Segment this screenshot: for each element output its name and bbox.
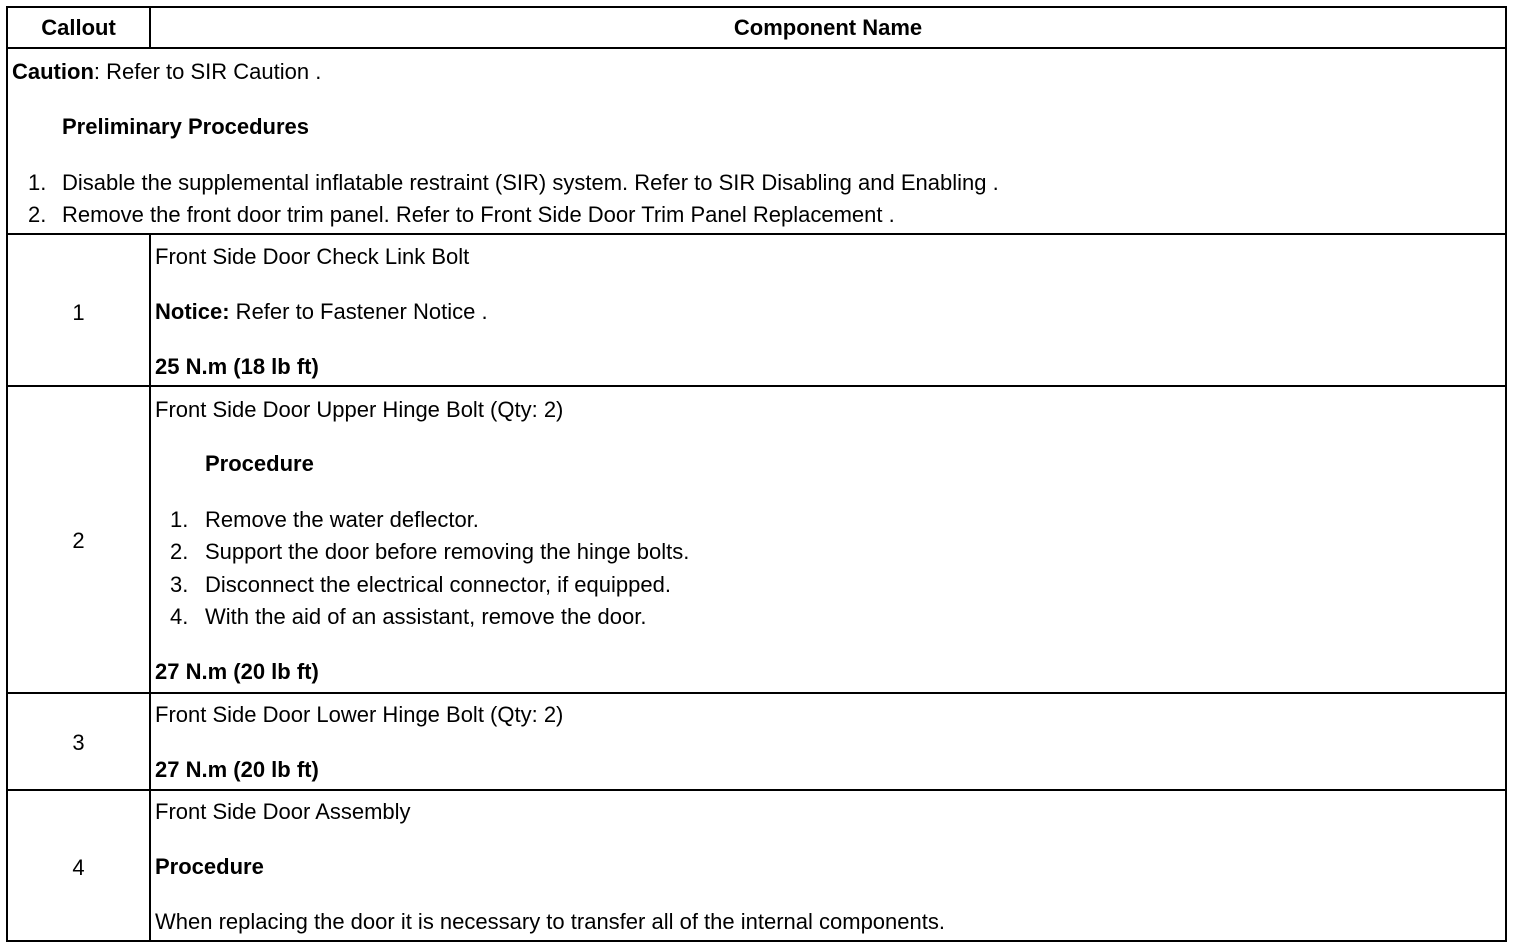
column-divider — [149, 234, 151, 940]
preliminary-step-number: 2. — [28, 202, 47, 227]
procedure-text: When replacing the door it is necessary to transfer all of the internal components. — [155, 909, 945, 934]
procedure-step-text: Remove the water deflector. — [205, 507, 479, 532]
notice-text: Refer to Fastener Notice . — [229, 299, 488, 324]
callout-number: 4 — [72, 855, 85, 880]
torque-spec: 25 N.m (18 lb ft) — [155, 354, 319, 379]
procedure-step-number: 4. — [170, 604, 189, 629]
component-name-column-header: Component Name — [733, 15, 923, 40]
notice-line — [155, 299, 488, 325]
preliminary-step-number: 1. — [28, 170, 47, 195]
procedure-step-number: 2. — [170, 539, 189, 564]
preliminary-procedures-heading: Preliminary Procedures — [62, 114, 310, 139]
procedure-heading: Procedure — [205, 451, 314, 476]
procedure-step-text: With the aid of an assistant, remove the door. — [205, 604, 647, 629]
procedure-step-number: 3. — [170, 572, 189, 597]
torque-spec: 27 N.m (20 lb ft) — [155, 757, 319, 782]
caution-label: Caution — [12, 59, 94, 84]
preliminary-step-text: Remove the front door trim panel. Refer to Front Side Door Trim Panel Replacement . — [62, 202, 895, 227]
procedure-step-text: Support the door before removing the hinge bolts. — [205, 539, 690, 564]
procedure-heading: Procedure — [155, 854, 264, 879]
procedure-step-number: 1. — [170, 507, 189, 532]
header-divider — [8, 47, 1505, 49]
torque-spec: 27 N.m (20 lb ft) — [155, 659, 319, 684]
component-name: Front Side Door Upper Hinge Bolt (Qty: 2) — [155, 397, 564, 422]
notice-label: Notice: — [155, 299, 230, 324]
component-name: Front Side Door Check Link Bolt — [155, 244, 470, 269]
row-divider — [8, 385, 1505, 387]
caution-line — [12, 59, 321, 85]
procedure-step-text: Disconnect the electrical connector, if equipped. — [205, 572, 671, 597]
row-divider — [8, 233, 1505, 235]
callout-number: 1 — [72, 300, 85, 325]
callout-number: 2 — [72, 528, 85, 553]
row-divider — [8, 692, 1505, 694]
callout-column-header: Callout — [41, 15, 116, 40]
component-table — [6, 6, 1507, 942]
callout-number: 3 — [72, 730, 85, 755]
row-divider — [8, 789, 1505, 791]
component-name: Front Side Door Lower Hinge Bolt (Qty: 2) — [155, 702, 564, 727]
component-name: Front Side Door Assembly — [155, 799, 411, 824]
caution-text: : Refer to SIR Caution . — [93, 59, 322, 84]
preliminary-step-text: Disable the supplemental inflatable restraint (SIR) system. Refer to SIR Disabling and Enabling . — [62, 170, 999, 195]
